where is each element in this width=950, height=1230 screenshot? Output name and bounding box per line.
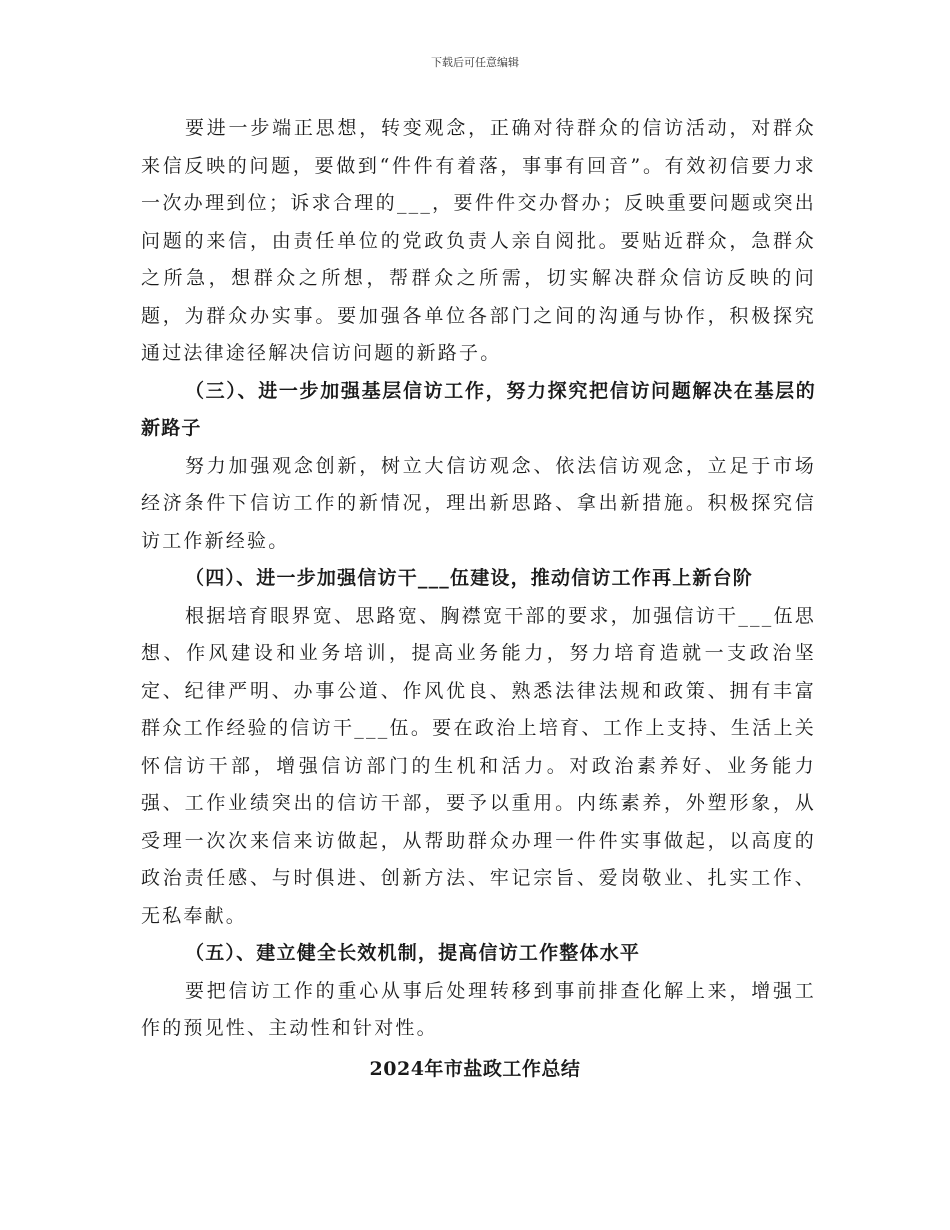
section-heading-3: （三）、进一步加强基层信访工作，努力探究把信访问题解决在基层的新路子 xyxy=(141,379,816,439)
paragraph-4: 要把信访工作的重心从事后处理转移到事前排查化解上来，增强工作的预见性、主动性和针对性。 xyxy=(141,979,816,1039)
paragraph-2: 努力加强观念创新，树立大信访观念、依法信访观念，立足于市场经济条件下信访工作的新情况，理出新思路、拿出新措施。积极探究信访工作新经验。 xyxy=(141,454,816,552)
page-header: 下载后可任意编辑 xyxy=(431,56,519,69)
next-document-title: 2024年市盐政工作总结 xyxy=(369,1058,581,1080)
paragraph-1: 要进一步端正思想，转变观念，正确对待群众的信访活动，对群众来信反映的问题，要做到“件件有着落，事事有回音”。有效初信要力求一次办理到位；诉求合理的___，要件件交办督办；反映重要问题或突出问题的来信，由责任单位的党政负责人亲自阅批。要贴近群众，急群众之所急，想群众之所想，帮群众之所需，切实解决群众信访反映的问题，为群众办实事。要加强各单位各部门之间的沟通与协作，积极探究通过法律途径解决信访问题的新路子。 xyxy=(141,117,816,364)
section-heading-5: （五）、建立健全长效机制，提高信访工作整体水平 xyxy=(185,942,641,964)
document-body xyxy=(141,110,816,1048)
section-heading-4: （四）、进一步加强信访干___伍建设，推动信访工作再上新台阶 xyxy=(185,567,754,589)
paragraph-3: 根据培育眼界宽、思路宽、胸襟宽干部的要求，加强信访干___伍思想、作风建设和业务培训，提高业务能力，努力培育造就一支政治坚定、纪律严明、办事公道、作风优良、熟悉法律法规和政策、拥有丰富群众工作经验的信访干___伍。要在政治上培育、工作上支持、生活上关怀信访干部，增强信访部门的生机和活力。对政治素养好、业务能力强、工作业绩突出的信访干部，要予以重用。内练素养，外塑形象，从受理一次次来信来访做起，从帮助群众办理一件件实事做起，以高度的政治责任感、与时俱进、创新方法、牢记宗旨、爱岗敬业、扎实工作、无私奉献。 xyxy=(141,604,816,927)
